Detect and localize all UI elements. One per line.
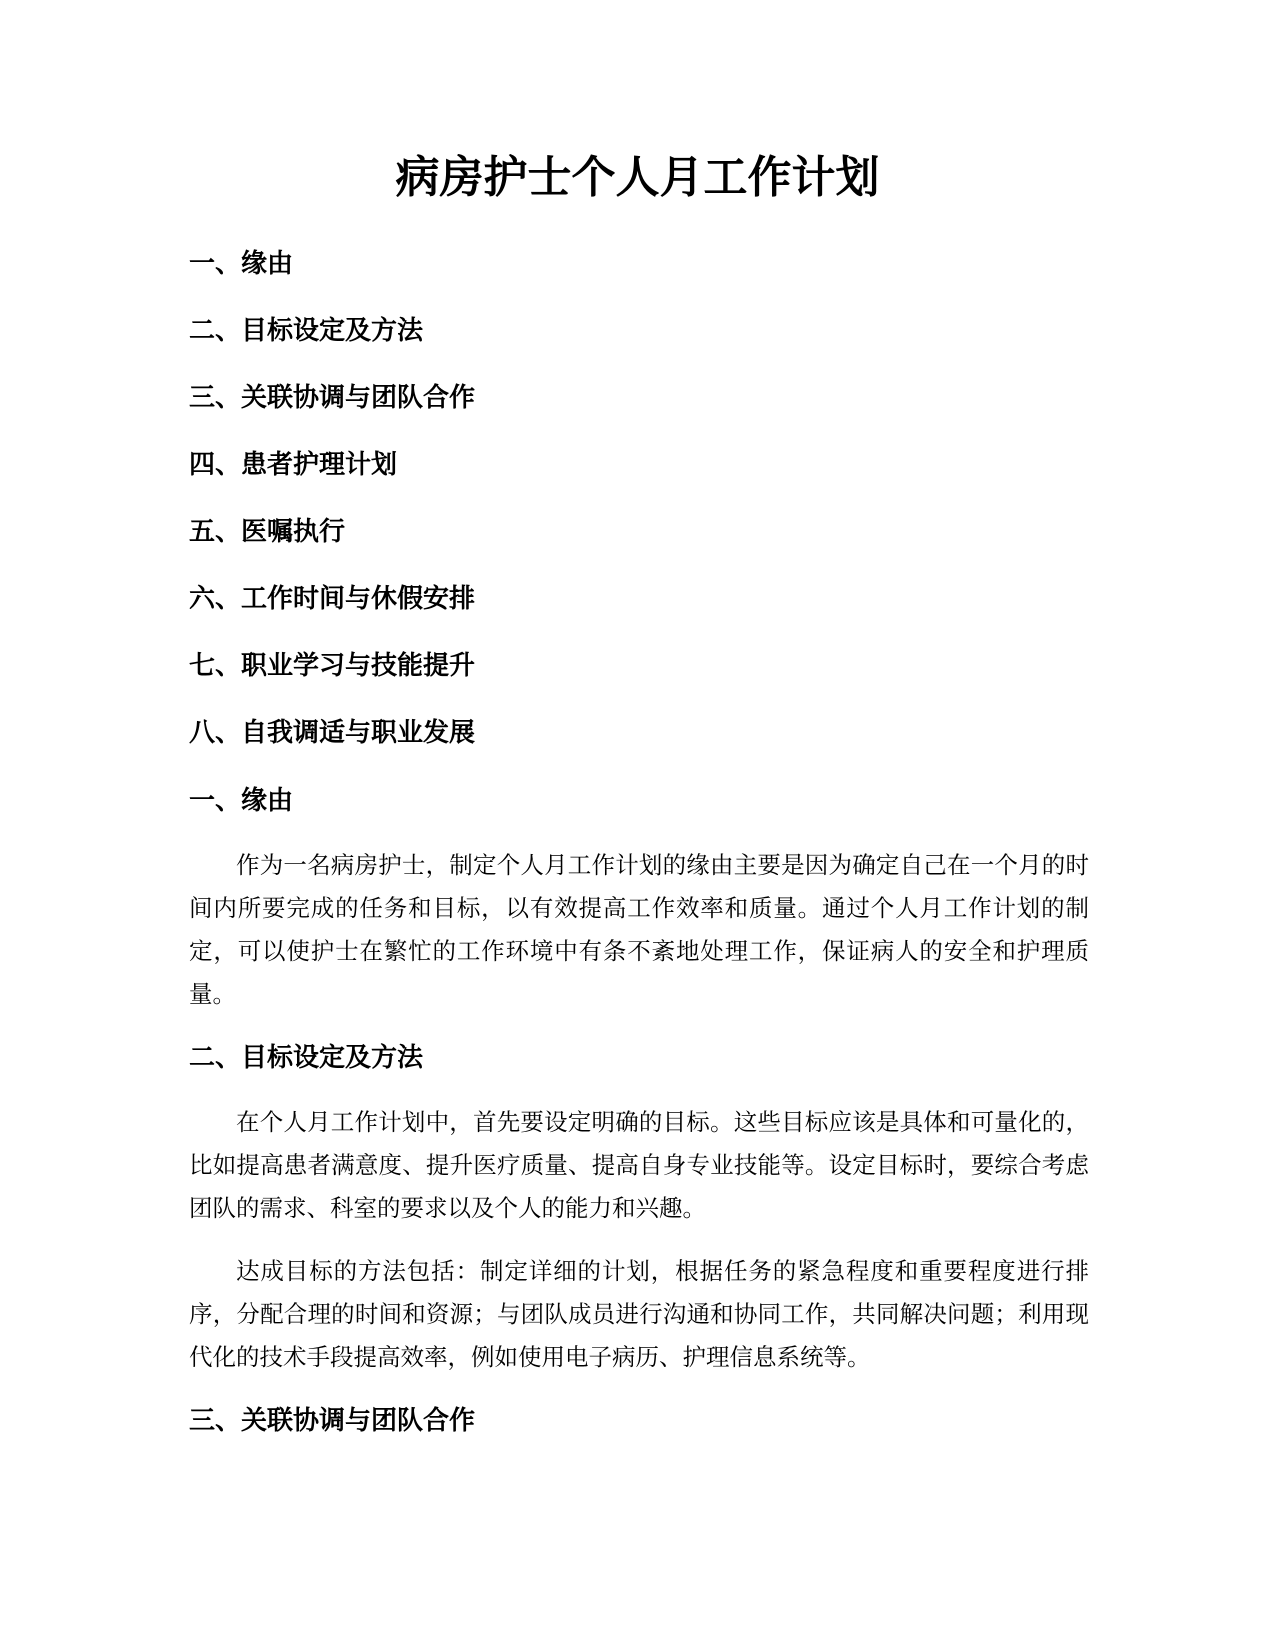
toc-item: 八、自我调适与职业发展 xyxy=(189,718,476,748)
table-of-contents xyxy=(189,248,475,784)
body-paragraph: 在个人月工作计划中，首先要设定明确的目标。这些目标应该是具体和可量化的，比如提高患者满意度、提升医疗质量、提高自身专业技能等。设定目标时，要综合考虑团队的需求、科室的要求以及个人的能力和兴趣。 xyxy=(189,1108,1089,1222)
toc-item: 四、患者护理计划 xyxy=(189,450,398,480)
section-heading: 三、关联协调与团队合作 xyxy=(189,1406,476,1436)
section-heading: 一、缘由 xyxy=(189,786,294,816)
toc-item: 五、医嘱执行 xyxy=(189,517,346,547)
toc-item: 二、目标设定及方法 xyxy=(189,316,424,346)
document-body xyxy=(189,785,1089,1437)
body-paragraph: 达成目标的方法包括：制定详细的计划，根据任务的紧急程度和重要程度进行排序，分配合理的时间和资源；与团队成员进行沟通和协同工作，共同解决问题；利用现代化的技术手段提高效率，例如使用电子病历、护理信息系统等。 xyxy=(189,1257,1089,1371)
section-heading: 二、目标设定及方法 xyxy=(189,1043,424,1073)
toc-item: 六、工作时间与休假安排 xyxy=(189,584,476,614)
body-paragraph: 作为一名病房护士，制定个人月工作计划的缘由主要是因为确定自己在一个月的时间内所要完成的任务和目标，以有效提高工作效率和质量。通过个人月工作计划的制定，可以使护士在繁忙的工作环境中有条不紊地处理工作，保证病人的安全和护理质量。 xyxy=(189,851,1089,1008)
toc-item: 三、关联协调与团队合作 xyxy=(189,383,476,413)
toc-item: 七、职业学习与技能提升 xyxy=(189,651,476,681)
toc-item: 一、缘由 xyxy=(189,249,294,279)
document-title: 病房护士个人月工作计划 xyxy=(395,152,880,203)
